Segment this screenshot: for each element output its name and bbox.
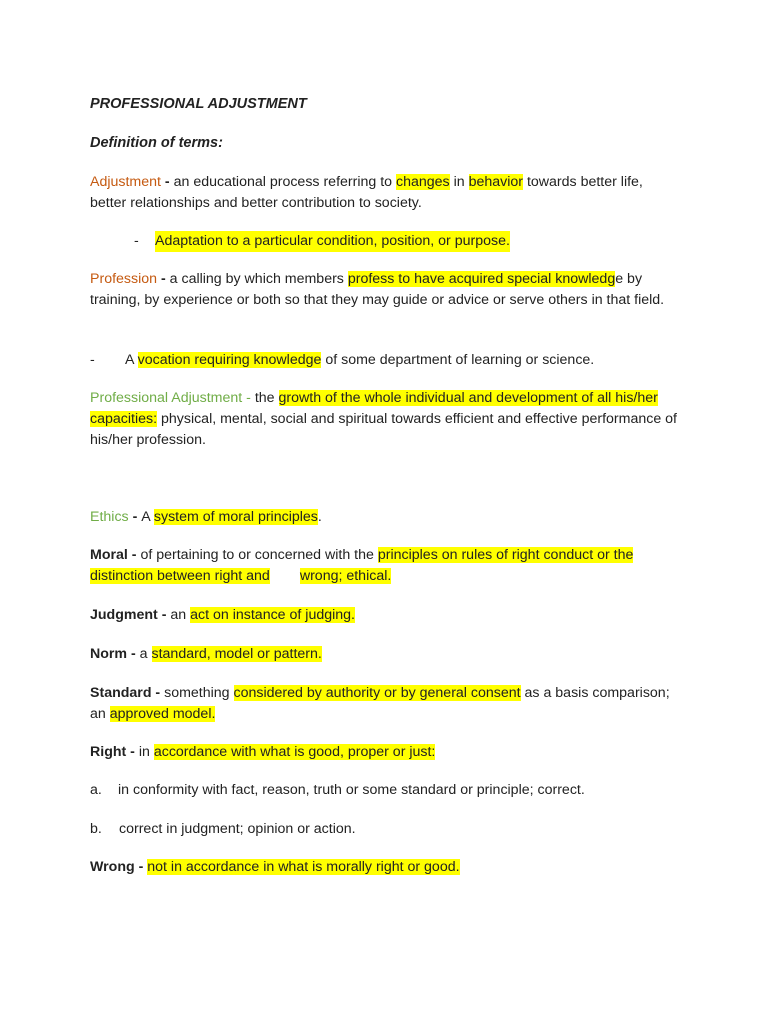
highlight: behavior (468, 174, 524, 190)
list-label: b. (90, 821, 102, 837)
bullet-dash: - (90, 352, 95, 368)
highlight: considered by authority or by general consent (233, 685, 521, 701)
highlight: Adaptation to a particular condition, position, or purpose. (155, 231, 510, 252)
term-ethics: Ethics (90, 509, 129, 525)
term-adjustment: Adjustment (90, 174, 161, 190)
highlight: principles on rules of right conduct or the distinction between right and (90, 547, 634, 584)
bullet-dash: - (134, 233, 139, 249)
term-profession: Profession (90, 271, 158, 287)
definition-ethics: Ethics - A system of moral principles. (90, 509, 322, 525)
highlight: act on instance of judging. (190, 607, 355, 623)
document-title: PROFESSIONAL ADJUSTMENT (90, 96, 307, 112)
highlight: vocation requiring knowledge (137, 352, 322, 368)
term-norm: Norm - (90, 646, 140, 662)
term-standard: Standard - (90, 685, 165, 701)
definition-adjustment: Adjustment - an educational process referring to changes in behavior towards better life, better relationships and better contribution to society. (90, 174, 643, 211)
definition-professional-adjustment: Professional Adjustment - the growth of the whole individual and development of all his/her capacities: physical, mental, social and spiritual towards efficient and effective performance of his/her profession. (90, 390, 677, 448)
highlight: approved model. (109, 706, 216, 722)
definition-profession: Profession - a calling by which members profess to have acquired special knowledge by training, by experience or both so that they may guide or advice or serve others in that field. (90, 271, 665, 308)
definition-right: Right - in accordance with what is good, proper or just: (90, 744, 436, 760)
term-moral: Moral - (90, 547, 141, 563)
definition-judgment: Judgment - an act on instance of judging. (90, 607, 355, 623)
term-professional-adjustment: Professional Adjustment (90, 390, 243, 406)
highlight: not in accordance in what is morally right or good. (147, 859, 460, 875)
definition-moral: Moral - of pertaining to or concerned with the principles on rules of right conduct or the distinction between right and wrong; ethical. (90, 547, 634, 584)
section-subtitle: Definition of terms: (90, 135, 223, 151)
highlight: wrong; ethical. (299, 568, 392, 584)
highlight: standard, model or pattern. (151, 646, 322, 662)
definition-wrong (90, 857, 680, 878)
highlight: profess to have acquired special knowledg (347, 271, 616, 287)
term-right: Right - (90, 744, 139, 760)
highlight: system of moral principles (153, 509, 318, 525)
list-label: a. (90, 782, 102, 798)
definition-standard: Standard - something considered by authority or by general consent as a basis comparison; an approved model. (90, 685, 670, 722)
definition-norm: Norm - a standard, model or pattern. (90, 646, 322, 662)
highlight: accordance with what is good, proper or just: (153, 744, 436, 760)
term-wrong: Wrong - (90, 859, 148, 875)
highlight: changes (396, 174, 450, 190)
term-judgment: Judgment - (90, 607, 171, 623)
document-page: PROFESSIONAL ADJUSTMENT Definition of terms: Adjustment - an educational process referring to changes in behavior towards better life, better relationships and better contribution to society. - Adaptation to a particular condition, position, or purpose. Profession - a calling by which members profess to have acquired special knowledge by training, by experience or both so that they may guide or advice or serve others in that field. - A vocation requiring knowledge of some department of learning or science. Professional Adjustment - the growth of the whole individual and development of all his/her capacities: physical, mental, social and spiritual towards efficient and effective performance of his/her profession. Ethics - A system of moral principles. Moral - of pertaining to or concerned with the principles on rules of right conduct or the distinction between right and wrong; ethical. Judgment - an act on instance of judging. Norm - a standard, model or pattern. Standard - something considered by authority or by general consent as a basis comparison; an approved model. Right - in accordance with what is good, proper or just: a. in conformity with fact, reason, truth or some standard or principle; correct. b. correct in judgment; opinion or action. Wrong - not in accordance in what is morally right or good. (0, 0, 768, 1024)
highlight: growth of the whole individual and development of all his/her capacities: (90, 390, 658, 427)
